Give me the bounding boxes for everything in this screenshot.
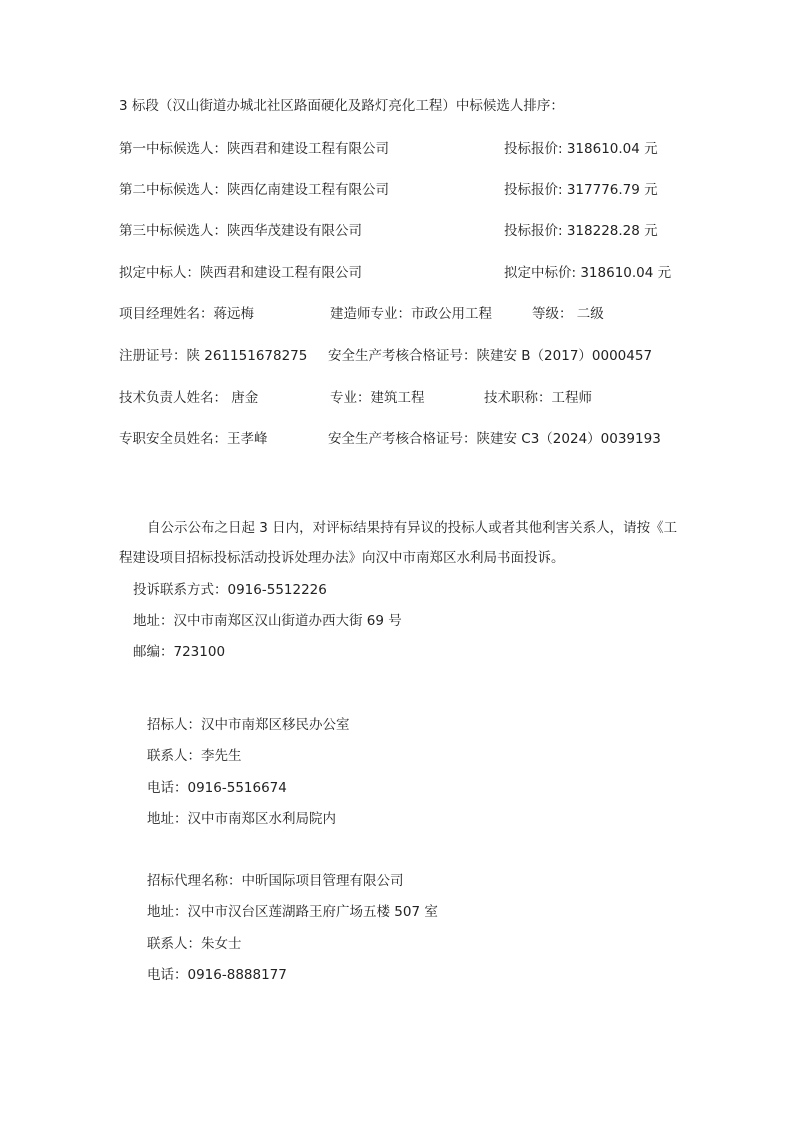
- tenderer-contact: 联系人：李先生: [147, 748, 242, 764]
- candidate-1-label: 第一中标候选人：陕西君和建设工程有限公司: [119, 141, 389, 157]
- agent-address: 地址：汉中市汉台区莲湖路王府广场五楼 507 室: [147, 904, 438, 920]
- pm-name: 项目经理姓名：蒋远梅: [119, 306, 254, 322]
- agent-contact: 联系人：朱女士: [147, 936, 242, 952]
- candidate-1-price: 投标报价: 318610.04 元: [504, 141, 658, 157]
- agent-name: 招标代理名称：中昕国际项目管理有限公司: [147, 873, 404, 889]
- pm-safety-cert: 安全生产考核合格证号：陕建安 B（2017）0000457: [328, 348, 653, 364]
- notice-paragraph-line-1: 自公示公布之日起 3 日内，对评标结果持有异议的投标人或者其他利害关系人，请按《工: [147, 520, 678, 536]
- pm-specialty: 建造师专业：市政公用工程: [330, 306, 492, 322]
- safety-officer-cert: 安全生产考核合格证号：陕建安 C3（2024）0039193: [328, 431, 661, 447]
- winner-label: 拟定中标人：陕西君和建设工程有限公司: [119, 265, 362, 281]
- tech-lead-title: 技术职称：工程师: [484, 390, 592, 406]
- notice-paragraph-line-2: 程建设项目招标投标活动投诉处理办法》向汉中市南郑区水利局书面投诉。: [119, 550, 565, 566]
- candidate-2-label: 第二中标候选人：陕西亿南建设工程有限公司: [119, 182, 389, 198]
- tech-lead-name: 技术负责人姓名： 唐金: [119, 390, 259, 406]
- winner-price: 拟定中标价: 318610.04 元: [504, 265, 672, 281]
- candidate-2-price: 投标报价: 317776.79 元: [504, 182, 658, 198]
- agent-phone: 电话：0916-8888177: [147, 967, 287, 983]
- candidate-3-label: 第三中标候选人：陕西华茂建设有限公司: [119, 223, 362, 239]
- complaint-contact: 投诉联系方式：0916-5512226: [133, 582, 327, 598]
- candidate-3-price: 投标报价: 318228.28 元: [504, 223, 658, 239]
- section-heading: 3 标段（汉山街道办城北社区路面硬化及路灯亮化工程）中标候选人排序：: [119, 98, 564, 114]
- tenderer-name: 招标人：汉中市南郑区移民办公室: [147, 717, 350, 733]
- registration-number: 注册证号：陕 261151678275: [119, 348, 308, 364]
- tenderer-phone: 电话：0916-5516674: [147, 780, 287, 796]
- safety-officer-name: 专职安全员姓名：王孝峰: [119, 431, 268, 447]
- complaint-address: 地址：汉中市南郑区汉山街道办西大街 69 号: [133, 613, 402, 629]
- tenderer-address: 地址：汉中市南郑区水利局院内: [147, 811, 336, 827]
- tech-lead-specialty: 专业：建筑工程: [330, 390, 425, 406]
- complaint-postcode: 邮编：723100: [133, 644, 226, 660]
- pm-grade: 等级： 二级: [532, 306, 604, 322]
